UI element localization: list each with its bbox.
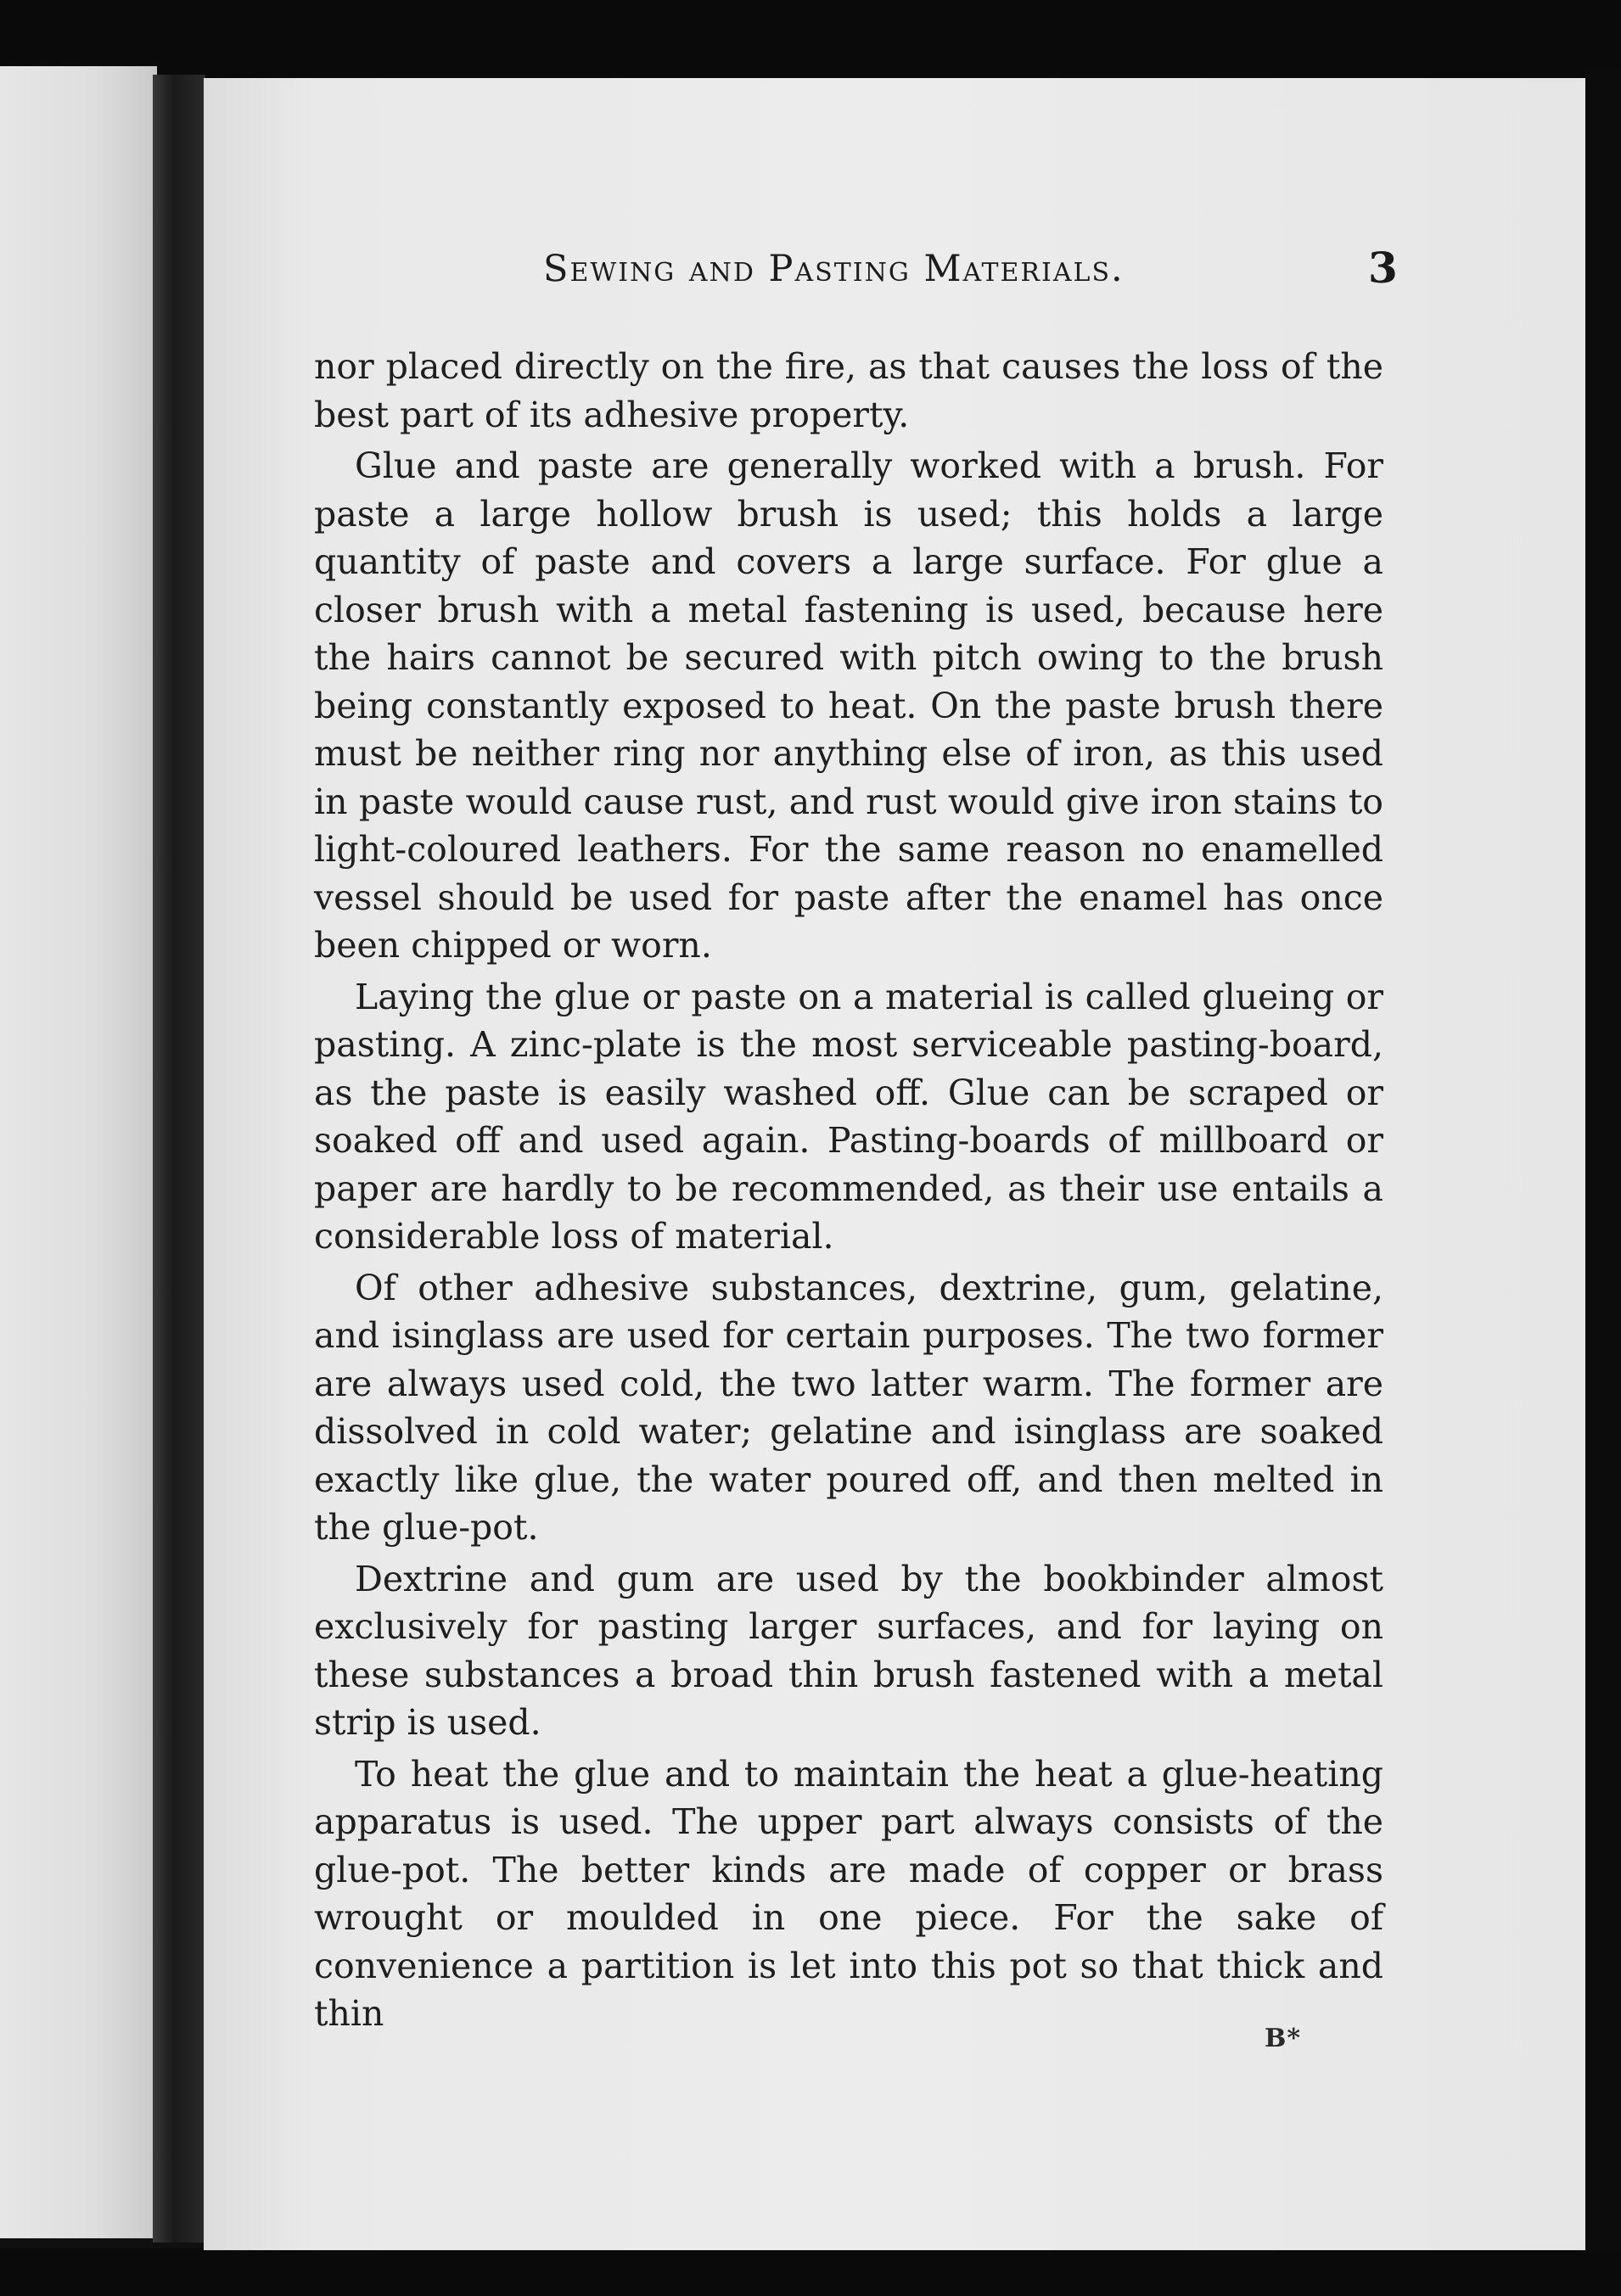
paragraph: Laying the glue or paste on a material is called glueing or pasting. A zinc-plate is the most serviceable pasting-board, as the paste is easily washed off. Glue can be scraped or soaked off and used again. Pasting-boards of millboard or paper are hardly to be recommended, as their use entails a considerable loss of material. — [314, 976, 1383, 1257]
paragraph: Dextrine and gum are used by the bookbinder almost exclusively for pasting larger surfaces, and for laying on these substances a broad thin brush fastened with a metal strip is used. — [314, 1558, 1383, 1743]
paragraph: Glue and paste are generally worked with a brush. For paste a large hollow brush is used; this holds a large quantity of paste and covers a large surface. For glue a closer brush with a metal fastening is used, because here the hairs cannot be secured with pitch owing to the brush being constantly exposed to heat. On the paste brush there must be neither ring nor anything else of iron, as this used in paste would cause rust, and rust would give iron stains to light-coloured leathers. For the same reason no enamelled vessel should be used for paste after the enamel has once been chipped or worn. — [314, 445, 1383, 966]
printer-signature-mark: B* — [1265, 2024, 1302, 2053]
scan-frame-bottom — [0, 2248, 1621, 2296]
page-body — [314, 343, 1383, 2041]
paragraph: nor placed directly on the fire, as that causes the loss of the best part of its adhesive property. — [314, 346, 1383, 435]
scan-frame-right — [1585, 68, 1621, 2296]
running-title: Sewing and Pasting Materials. — [543, 248, 1125, 290]
paragraph: To heat the glue and to maintain the heat a glue-heating apparatus is used. The upper part always consists of the glue-pot. The better kinds are made of copper or brass wrought or moulded in one piece. For the sake of convenience a partition is let into this pot so that thick and thin — [314, 1753, 1383, 2034]
facing-page-edge — [0, 66, 157, 2238]
page-number: 3 — [1368, 243, 1398, 293]
paragraph: Of other adhesive substances, dextrine, gum, gelatine, and isinglass are used for certain purposes. The two former are always used cold, the two latter warm. The former are dissolved in cold water; gelatine and isinglass are soaked exactly like glue, the water poured off, and then melted in the glue-pot. — [314, 1267, 1383, 1548]
binding-gutter — [153, 75, 205, 2243]
scan-frame-top — [0, 0, 1621, 78]
